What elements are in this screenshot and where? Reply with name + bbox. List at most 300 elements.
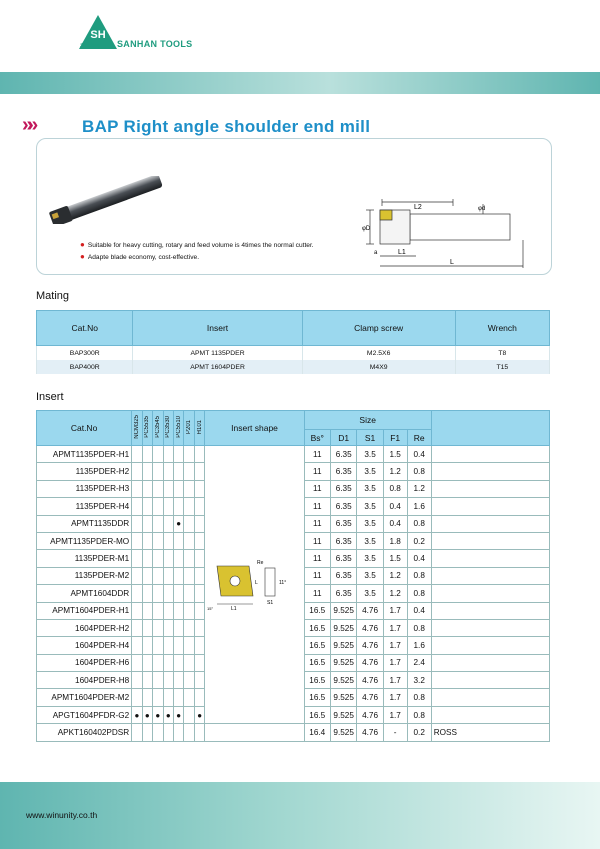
grade-cell: [194, 724, 204, 741]
grade-col: PC5510: [173, 411, 183, 446]
size-value: 6.35: [330, 480, 357, 497]
size-value: 6.35: [330, 463, 357, 480]
grade-cell: [132, 637, 142, 654]
cell: APMT 1604PDER: [133, 360, 302, 374]
size-value: 16.5: [304, 654, 330, 671]
size-value: -: [383, 724, 407, 741]
grade-cell: [184, 619, 194, 636]
dim-D: φD: [362, 226, 371, 232]
grade-cell: [173, 585, 183, 602]
size-value: 4.76: [357, 706, 383, 723]
size-value: 3.5: [357, 532, 383, 549]
size-col-re: Re: [407, 430, 431, 446]
end-mill-photo: [44, 176, 168, 224]
size-value: 11: [304, 463, 330, 480]
cell: M2.5X6: [302, 346, 455, 361]
grade-cell: [163, 654, 173, 671]
grade-cell: [142, 480, 152, 497]
grade-cell: [184, 532, 194, 549]
insert-extra: [431, 515, 549, 532]
grade-cell: [153, 689, 163, 706]
grade-cell: [132, 724, 142, 741]
grade-cell: [184, 706, 194, 723]
insert-catno: 1135PDER-M2: [37, 567, 132, 584]
grade-cell: [173, 724, 183, 741]
size-value: 11: [304, 550, 330, 567]
grade-dot-icon: ●: [163, 706, 173, 723]
size-col-d1: D1: [330, 430, 357, 446]
grade-cell: [153, 619, 163, 636]
size-value: 16.5: [304, 706, 330, 723]
size-value: 6.35: [330, 498, 357, 515]
grade-cell: [132, 689, 142, 706]
grade-cell: [153, 515, 163, 532]
grade-cell: [184, 480, 194, 497]
size-value: 6.35: [330, 567, 357, 584]
size-value: 11: [304, 585, 330, 602]
insert-shape-cell: [205, 724, 304, 741]
dim-a: a: [374, 250, 378, 256]
size-value: 9.525: [330, 689, 357, 706]
grade-cell: [132, 550, 142, 567]
grade-cell: [173, 637, 183, 654]
grade-cell: [153, 654, 163, 671]
grade-cell: [142, 689, 152, 706]
insert-extra: [431, 637, 549, 654]
grade-cell: [173, 550, 183, 567]
size-value: 9.525: [330, 602, 357, 619]
size-value: 4.76: [357, 602, 383, 619]
grade-cell: [184, 567, 194, 584]
size-value: 0.8: [407, 619, 431, 636]
size-value: 6.35: [330, 532, 357, 549]
grade-cell: [163, 602, 173, 619]
size-value: 0.4: [407, 550, 431, 567]
size-value: 1.7: [383, 654, 407, 671]
cell: BAP300R: [37, 346, 133, 361]
insert-col-shape: Insert shape: [205, 411, 304, 446]
size-value: 4.76: [357, 619, 383, 636]
size-value: 1.8: [383, 532, 407, 549]
grade-col: PC3530: [163, 411, 173, 446]
size-col-bs: Bs°: [304, 430, 330, 446]
grade-cell: [194, 654, 204, 671]
size-value: 16.5: [304, 602, 330, 619]
size-value: 0.8: [407, 463, 431, 480]
size-value: 0.8: [407, 567, 431, 584]
size-value: 3.5: [357, 446, 383, 463]
grade-cell: [132, 532, 142, 549]
mating-col-clamp: Clamp screw: [302, 311, 455, 346]
grade-cell: [184, 498, 194, 515]
size-value: 16.5: [304, 672, 330, 689]
size-col-s1: S1: [357, 430, 383, 446]
size-value: 16.4: [304, 724, 330, 741]
size-value: 1.2: [383, 463, 407, 480]
grade-cell: [142, 724, 152, 741]
insert-col-catno: Cat.No: [37, 411, 132, 446]
size-value: 16.5: [304, 637, 330, 654]
grade-cell: [194, 637, 204, 654]
grade-cell: [153, 724, 163, 741]
insert-table: [36, 410, 550, 742]
size-value: 11: [304, 498, 330, 515]
size-value: 1.7: [383, 637, 407, 654]
grade-cell: [184, 602, 194, 619]
grade-cell: [163, 498, 173, 515]
size-value: 9.525: [330, 724, 357, 741]
size-value: 1.7: [383, 602, 407, 619]
grade-cell: [184, 463, 194, 480]
size-value: 3.2: [407, 672, 431, 689]
grade-cell: [142, 498, 152, 515]
insert-extra: [431, 654, 549, 671]
grade-cell: [184, 724, 194, 741]
size-value: 4.76: [357, 654, 383, 671]
size-value: 11: [304, 532, 330, 549]
header-band: [0, 72, 600, 94]
grade-cell: [132, 480, 142, 497]
grade-cell: [163, 532, 173, 549]
insert-extra: ROSS: [431, 724, 549, 741]
grade-cell: [173, 463, 183, 480]
grade-cell: [153, 550, 163, 567]
end-mill-drawing: [358, 196, 530, 268]
insert-extra: [431, 619, 549, 636]
grade-cell: [194, 602, 204, 619]
size-value: 0.4: [383, 515, 407, 532]
grade-cell: [194, 463, 204, 480]
grade-cell: [173, 619, 183, 636]
grade-dot-icon: ●: [173, 515, 183, 532]
grade-cell: [153, 602, 163, 619]
cell: BAP400R: [37, 360, 133, 374]
size-value: 16.5: [304, 689, 330, 706]
grade-col: NCM325: [132, 411, 142, 446]
insert-catno: 1604PDER-H8: [37, 672, 132, 689]
size-value: 9.525: [330, 706, 357, 723]
grade-dot-icon: ●: [132, 706, 142, 723]
size-value: 2.4: [407, 654, 431, 671]
grade-cell: [153, 532, 163, 549]
size-value: 1.6: [407, 498, 431, 515]
grade-cell: [132, 515, 142, 532]
insert-extra: [431, 602, 549, 619]
grade-cell: [184, 446, 194, 463]
size-value: 0.8: [407, 689, 431, 706]
grade-cell: [184, 672, 194, 689]
insert-catno: APGT1604PFDR-G2: [37, 706, 132, 723]
mating-col-insert: Insert: [133, 311, 302, 346]
grade-cell: [194, 619, 204, 636]
grade-cell: [194, 532, 204, 549]
grade-cell: [142, 515, 152, 532]
size-value: 0.8: [407, 706, 431, 723]
grade-cell: [194, 585, 204, 602]
chevron-icon: »»: [22, 114, 33, 136]
size-value: 0.4: [407, 602, 431, 619]
grade-cell: [142, 654, 152, 671]
insert-catno: APMT1135PDER-H1: [37, 446, 132, 463]
mating-heading: Mating: [36, 290, 70, 302]
grade-cell: [132, 619, 142, 636]
mating-col-catno: Cat.No: [37, 311, 133, 346]
grade-cell: [142, 463, 152, 480]
shape-label-l: L: [255, 579, 259, 586]
grade-cell: [153, 498, 163, 515]
size-value: 1.2: [407, 480, 431, 497]
shape-label-l1: L1: [231, 605, 237, 612]
mating-table: [36, 310, 550, 374]
insert-catno: APMT1135PDER-MO: [37, 532, 132, 549]
size-value: 9.525: [330, 637, 357, 654]
grade-cell: [194, 446, 204, 463]
insert-catno: 1135PDER-H3: [37, 480, 132, 497]
size-value: 0.4: [407, 446, 431, 463]
size-value: 11: [304, 480, 330, 497]
grade-cell: [153, 463, 163, 480]
size-value: 6.35: [330, 515, 357, 532]
insert-extra: [431, 480, 549, 497]
dim-l1: L1: [398, 249, 406, 256]
grade-cell: [194, 515, 204, 532]
grade-cell: [153, 585, 163, 602]
grade-cell: [184, 637, 194, 654]
grade-cell: [163, 637, 173, 654]
table-row: [37, 724, 550, 741]
grade-cell: [184, 654, 194, 671]
grade-col: H101: [194, 411, 204, 446]
feature-1-text: Suitable for heavy cutting, rotary and feed volume is 4times the normal cutter.: [87, 242, 314, 249]
size-value: 3.5: [357, 498, 383, 515]
grade-cell: [142, 637, 152, 654]
insert-catno: 1135PDER-H4: [37, 498, 132, 515]
logo-script: Sanding: [80, 43, 100, 49]
grade-cell: [163, 672, 173, 689]
insert-heading: Insert: [36, 391, 64, 403]
grade-cell: [194, 550, 204, 567]
insert-catno: APMT1604PDER-M2: [37, 689, 132, 706]
grade-cell: [194, 689, 204, 706]
grade-dot-icon: ●: [153, 706, 163, 723]
grade-col: P201: [184, 411, 194, 446]
size-value: 1.2: [383, 567, 407, 584]
grade-cell: [163, 480, 173, 497]
grade-cell: [173, 480, 183, 497]
grade-cell: [142, 550, 152, 567]
size-value: 9.525: [330, 672, 357, 689]
grade-cell: [184, 515, 194, 532]
insert-extra: [431, 706, 549, 723]
grade-cell: [142, 532, 152, 549]
size-value: 4.76: [357, 672, 383, 689]
grade-col: PC5535: [142, 411, 152, 446]
grade-cell: [132, 567, 142, 584]
dim-d: φd: [478, 206, 486, 212]
insert-extra: [431, 567, 549, 584]
insert-col-extra: [431, 411, 549, 446]
grade-cell: [163, 515, 173, 532]
grade-cell: [153, 672, 163, 689]
size-value: 9.525: [330, 654, 357, 671]
grade-cell: [184, 689, 194, 706]
size-value: 1.5: [383, 550, 407, 567]
grade-cell: [153, 637, 163, 654]
grade-cell: [142, 619, 152, 636]
grade-cell: [173, 498, 183, 515]
grade-cell: [184, 585, 194, 602]
cell: T8: [455, 346, 549, 361]
insert-catno: 1604PDER-H4: [37, 637, 132, 654]
dim-l2: L2: [414, 204, 422, 211]
insert-shape-icon: [207, 554, 293, 614]
size-value: 0.8: [407, 585, 431, 602]
website-link[interactable]: www.winunity.co.th: [26, 810, 98, 820]
grade-cell: [194, 498, 204, 515]
insert-extra: [431, 532, 549, 549]
insert-catno: 1604PDER-H2: [37, 619, 132, 636]
grade-cell: [132, 446, 142, 463]
insert-catno: APMT1135DDR: [37, 515, 132, 532]
grade-cell: [173, 446, 183, 463]
size-value: 9.525: [330, 619, 357, 636]
insert-catno: APKT160402PDSR: [37, 724, 132, 741]
size-value: 1.2: [383, 585, 407, 602]
shape-label-deg: 11°: [279, 579, 287, 586]
insert-extra: [431, 446, 549, 463]
grade-cell: [173, 532, 183, 549]
grade-col: PC3545: [153, 411, 163, 446]
insert-shape-cell: [205, 446, 304, 724]
grade-cell: [194, 672, 204, 689]
feature-2-text: Adapte blade economy, cost-effective.: [87, 254, 200, 261]
size-value: 1.7: [383, 706, 407, 723]
insert-catno: APMT1604PDER-H1: [37, 602, 132, 619]
table-row: [37, 360, 550, 374]
insert-catno: 1135PDER-M1: [37, 550, 132, 567]
feature-1: ● Suitable for heavy cutting, rotary and feed volume is 4times the normal cutter.: [80, 240, 314, 249]
grade-cell: [173, 567, 183, 584]
grade-cell: [132, 463, 142, 480]
grade-dot-icon: ●: [142, 706, 152, 723]
grade-cell: [163, 567, 173, 584]
grade-cell: [142, 585, 152, 602]
size-value: 3.5: [357, 550, 383, 567]
size-value: 3.5: [357, 463, 383, 480]
size-value: 6.35: [330, 446, 357, 463]
grade-cell: [132, 498, 142, 515]
size-value: 11: [304, 567, 330, 584]
size-value: 0.4: [383, 498, 407, 515]
grade-cell: [163, 689, 173, 706]
size-value: 1.7: [383, 619, 407, 636]
mating-col-wrench: Wrench: [455, 311, 549, 346]
grade-cell: [173, 654, 183, 671]
insert-extra: [431, 550, 549, 567]
size-value: 11: [304, 446, 330, 463]
size-value: 3.5: [357, 515, 383, 532]
grade-dot-icon: ●: [173, 706, 183, 723]
size-value: 1.5: [383, 446, 407, 463]
shape-label-re: Re: [257, 559, 264, 566]
grade-cell: [153, 567, 163, 584]
size-value: 11: [304, 515, 330, 532]
feature-2: ● Adapte blade economy, cost-effective.: [80, 252, 200, 261]
brand-name: SANHAN TOOLS: [117, 39, 193, 49]
grade-cell: [142, 602, 152, 619]
grade-cell: [132, 602, 142, 619]
size-value: 3.5: [357, 567, 383, 584]
size-value: 4.76: [357, 689, 383, 706]
size-value: 4.76: [357, 724, 383, 741]
page-title: BAP Right angle shoulder end mill: [82, 117, 371, 136]
size-value: 0.2: [407, 532, 431, 549]
grade-cell: [163, 446, 173, 463]
size-value: 1.7: [383, 672, 407, 689]
grade-cell: [194, 480, 204, 497]
table-row: [37, 446, 550, 463]
size-value: 0.8: [383, 480, 407, 497]
grade-cell: [142, 672, 152, 689]
grade-cell: [132, 654, 142, 671]
grade-cell: [173, 602, 183, 619]
size-value: 3.5: [357, 480, 383, 497]
insert-catno: 1604PDER-H6: [37, 654, 132, 671]
size-value: 16.5: [304, 619, 330, 636]
size-value: 1.7: [383, 689, 407, 706]
grade-dot-icon: ●: [194, 706, 204, 723]
insert-catno: 1135PDER-H2: [37, 463, 132, 480]
table-row: [37, 346, 550, 361]
cell: T15: [455, 360, 549, 374]
insert-extra: [431, 463, 549, 480]
logo-text: SH: [90, 29, 106, 41]
insert-extra: [431, 498, 549, 515]
grade-cell: [163, 619, 173, 636]
grade-cell: [132, 585, 142, 602]
grade-cell: [132, 672, 142, 689]
grade-cell: [194, 567, 204, 584]
shape-label-angle: 15°: [207, 605, 214, 611]
grade-cell: [153, 446, 163, 463]
size-value: 3.5: [357, 585, 383, 602]
shape-label-s1: S1: [267, 599, 274, 606]
grade-cell: [163, 585, 173, 602]
insert-catno: APMT1604DDR: [37, 585, 132, 602]
size-value: 4.76: [357, 637, 383, 654]
grade-cell: [142, 567, 152, 584]
size-value: 0.8: [407, 515, 431, 532]
grade-cell: [163, 550, 173, 567]
grade-cell: [142, 446, 152, 463]
grade-cell: [173, 689, 183, 706]
cell: APMT 1135PDER: [133, 346, 302, 361]
size-value: 1.6: [407, 637, 431, 654]
grade-cell: [163, 463, 173, 480]
cell: M4X9: [302, 360, 455, 374]
grade-cell: [173, 672, 183, 689]
size-value: 6.35: [330, 585, 357, 602]
size-value: 6.35: [330, 550, 357, 567]
insert-extra: [431, 672, 549, 689]
grade-cell: [163, 724, 173, 741]
insert-col-size: Size: [304, 411, 431, 430]
dim-L: L: [450, 259, 454, 266]
grade-cell: [153, 480, 163, 497]
insert-extra: [431, 585, 549, 602]
size-col-f1: F1: [383, 430, 407, 446]
grade-cell: [184, 550, 194, 567]
